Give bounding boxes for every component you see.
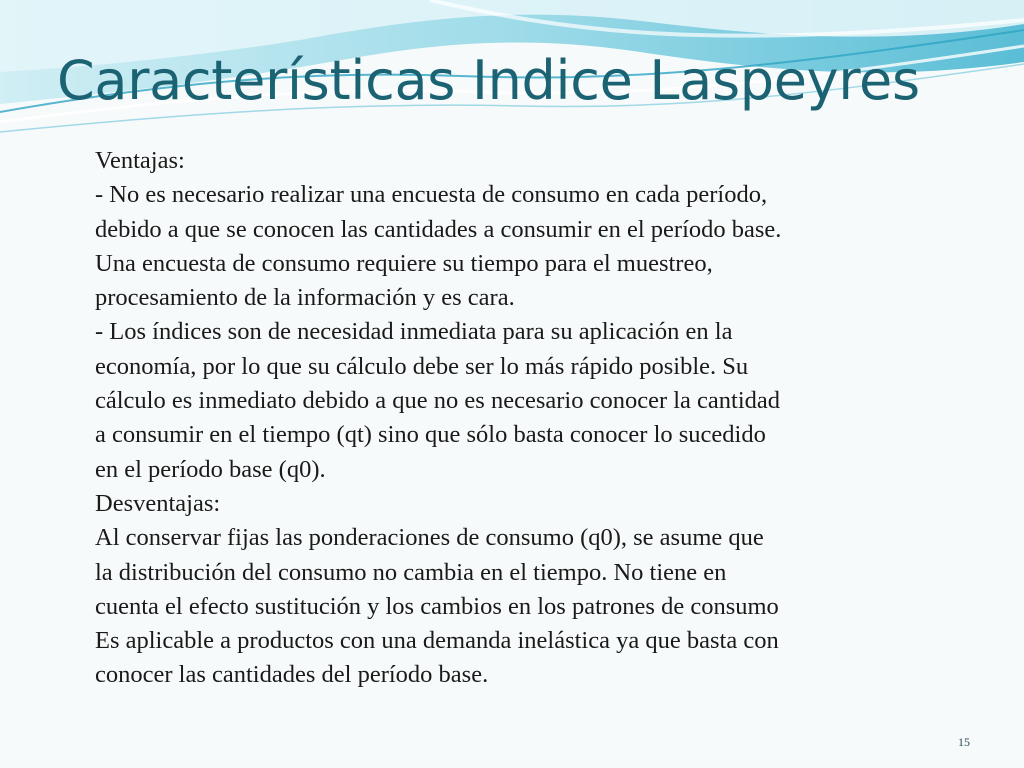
text-line: cálculo es inmediato debido a que no es necesario conocer la cantidad (95, 387, 781, 415)
text-line: Es aplicable a productos con una demanda inelástica ya que basta con (95, 627, 779, 655)
text-line: conocer las cantidades del período base. (95, 661, 489, 689)
text-line: la distribución del consumo no cambia en el tiempo. No tiene en (95, 558, 727, 586)
text-line: - No es necesario realizar una encuesta de consumo en cada período, (95, 181, 768, 209)
ventajas-heading: Ventajas: (95, 147, 185, 174)
text-line: en el período base (q0). (95, 455, 326, 483)
text-line: debido a que se conocen las cantidades a consumir en el período base. (95, 215, 782, 243)
text-line: economía, por lo que su cálculo debe ser lo más rápido posible. Su (95, 352, 749, 380)
text-line: a consumir en el tiempo (qt) sino que sólo basta conocer lo sucedido (95, 421, 766, 449)
text-line: procesamiento de la información y es cara. (95, 284, 515, 312)
text-line: Al conservar fijas las ponderaciones de consumo (q0), se asume que (95, 524, 764, 552)
slide-body (95, 144, 975, 693)
page-number: 15 (958, 735, 970, 749)
desventajas-heading: Desventajas: (95, 489, 221, 517)
text-line: Una encuesta de consumo requiere su tiempo para el muestreo, (95, 249, 713, 277)
text-line: - Los índices son de necesidad inmediata para su aplicación en la (95, 318, 733, 346)
slide-title: Características Indice Laspeyres (57, 49, 920, 112)
text-line: cuenta el efecto sustitución y los cambios en los patrones de consumo (95, 592, 779, 620)
